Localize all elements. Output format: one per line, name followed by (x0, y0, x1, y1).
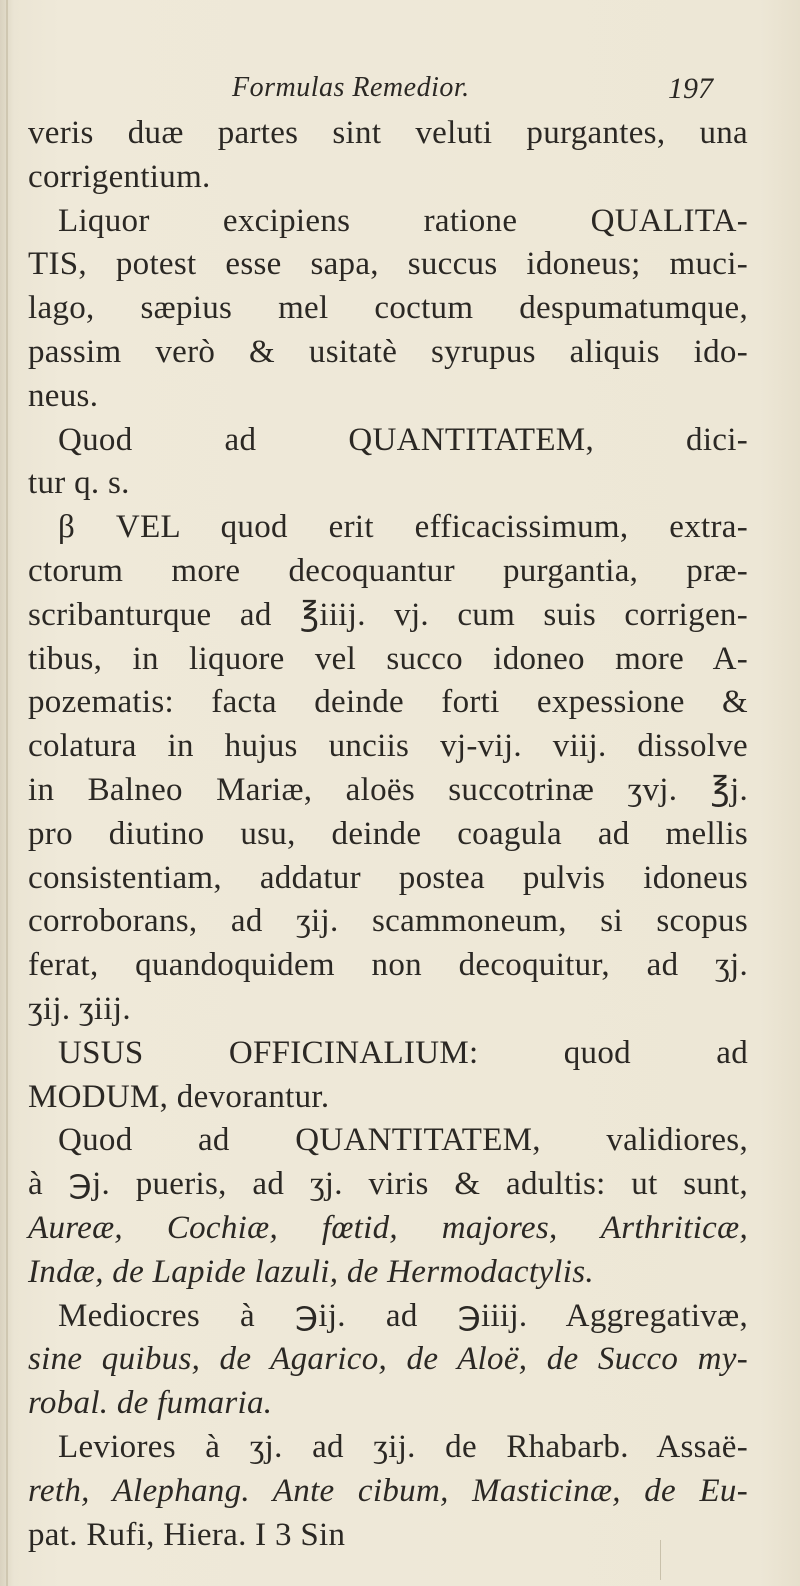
text-line: sine quibus, de Agarico, de Aloë, de Succo my- (28, 1341, 748, 1378)
text-line: MODUM, devorantur. (28, 1078, 330, 1115)
page-header (0, 72, 800, 112)
text-line: ferat, quandoquidem non decoquitur, ad ʒj. (28, 947, 748, 984)
text-line: corroborans, ad ʒij. scammoneum, si scopus (28, 903, 748, 940)
text-line: neus. (28, 377, 99, 414)
text-line: TIS, potest esse sapa, succus idoneus; muci- (28, 246, 748, 283)
text-line: robal. de fumaria. (28, 1385, 273, 1422)
text-line: Mediocres à ℈ij. ad ℈iiij. Aggregativæ, (58, 1297, 748, 1334)
text-line: Aureæ, Cochiæ, fœtid, majores, Arthriticæ, (28, 1209, 748, 1246)
text-line: USUS OFFICINALIUM: quod ad (58, 1034, 748, 1071)
text-line: à ℈j. pueris, ad ʒj. viris & adultis: ut sunt, (28, 1166, 748, 1203)
text-line: β VEL quod erit efficacissimum, extra- (58, 509, 748, 546)
text-line: Liquor excipiens ratione QUALITA- (58, 202, 748, 239)
running-head: Formulas Remedior. (232, 72, 470, 103)
text-line: pat. Rufi, Hiera. I 3 Sin (28, 1516, 346, 1553)
text-line: veris duæ partes sint veluti purgantes, una (28, 115, 748, 151)
page-edge-mark (660, 1540, 662, 1580)
text-line: Quod ad QUANTITATEM, validiores, (58, 1122, 748, 1159)
body-text (28, 112, 748, 1557)
page-number: 197 (668, 72, 713, 105)
text-line: colatura in hujus unciis vj-vij. viij. dissolve (28, 728, 748, 765)
text-line: passim verò & usitatè syrupus aliquis ido- (28, 333, 748, 370)
text-line: Indæ, de Lapide lazuli, de Hermodactylis. (28, 1253, 594, 1290)
text-line: Quod ad QUANTITATEM, dici- (58, 421, 748, 458)
text-line: tibus, in liquore vel succo idoneo more A- (28, 640, 748, 677)
text-line: reth, Alephang. Ante cibum, Masticinæ, de Eu- (28, 1472, 748, 1509)
text-line: corrigentium. (28, 158, 211, 195)
text-line: ʒij. ʒiij. (28, 990, 131, 1027)
text-line: tur q. s. (28, 465, 130, 502)
text-line: consistentiam, addatur postea pulvis idoneus (28, 859, 748, 896)
text-line: scribanturque ad ℥iiij. vj. cum suis corrigen- (28, 596, 748, 633)
text-line: in Balneo Mariæ, aloës succotrinæ ʒvj. ℥j. (28, 771, 748, 808)
text-line: pozematis: facta deinde forti expessione & (28, 684, 748, 721)
text-line: lago, sæpius mel coctum despumatumque, (28, 290, 748, 327)
gutter-shadow (6, 0, 8, 1586)
text-line: ctorum more decoquantur purgantia, præ- (28, 552, 748, 589)
text-line: Leviores à ʒj. ad ʒij. de Rhabarb. Assaë- (58, 1428, 748, 1465)
text-line: pro diutino usu, deinde coagula ad mellis (28, 815, 748, 852)
